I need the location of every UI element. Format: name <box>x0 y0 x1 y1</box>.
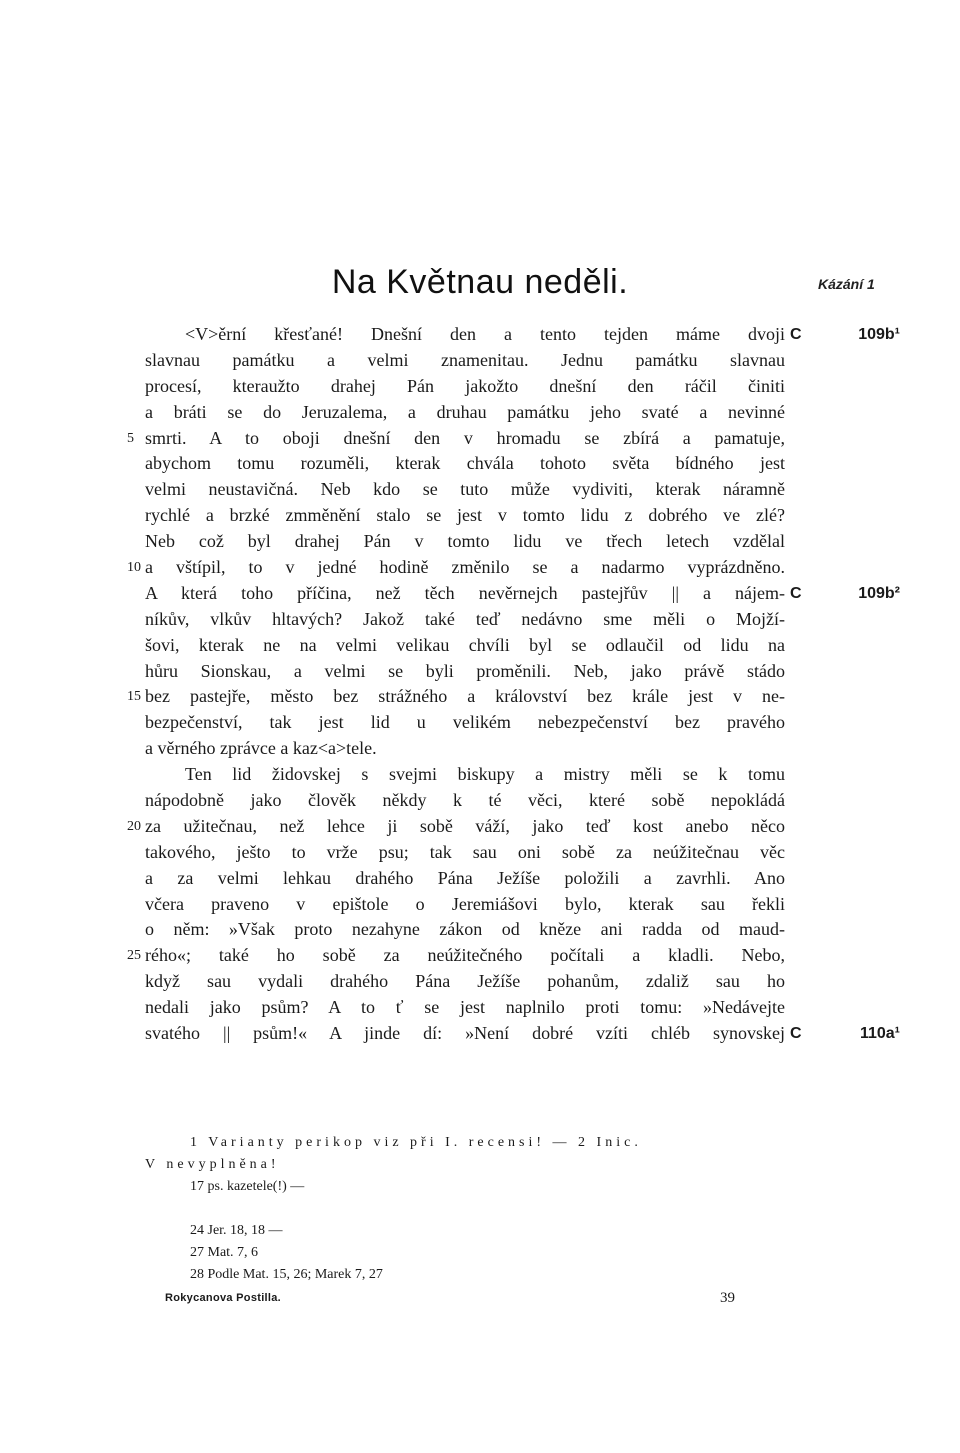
text-line <box>145 400 785 426</box>
text-line <box>145 840 785 866</box>
footnote: 27 Mat. 7, 6 <box>190 1245 259 1260</box>
text-line <box>145 374 785 400</box>
line-text: bez pastejře, město bez strážného a království bez krále jest v ne- <box>145 686 785 707</box>
manuscript-reference: C 109b² <box>790 584 900 602</box>
text-line <box>127 814 785 840</box>
text-line <box>127 555 785 581</box>
text-line <box>145 866 785 892</box>
line-number: 20 <box>127 818 141 834</box>
line-text: a za velmi lehkau drahého Pána Ježíše položili a zavrhli. Ano <box>145 867 785 888</box>
book-title: Rokycanova Postilla. <box>165 1292 282 1304</box>
text-line <box>145 503 785 529</box>
text-line <box>127 943 785 969</box>
line-text: bezpečenství, tak jest lid u velikém nebezpečenství bez pravého <box>145 712 785 733</box>
text-line <box>145 710 785 736</box>
line-text: <V>ěrní křesťané! Dnešní den a tento tejden máme dvoji <box>185 324 785 344</box>
text-line <box>145 762 785 788</box>
line-text: A která toho příčina, než těch nevěrnejch pastejřův || a nájem- <box>145 582 785 603</box>
line-text: velmi neustavičná. Neb kdo se tuto může vydiviti, kterak náramně <box>145 479 785 500</box>
text-line <box>145 451 785 477</box>
manuscript-reference: C 109b¹ <box>790 326 900 343</box>
body-text <box>127 322 900 1047</box>
line-number: 5 <box>127 430 134 446</box>
page-title: Na Květnau neděli. <box>331 263 629 301</box>
line-text: rychlé a brzké zmměnění stalo se jest v tomto lidu z dobrého ve zlé? <box>145 505 785 526</box>
line-text: a vštípil, to v jedné hodině změnilo se a nadarmo vyprázdněno. <box>145 557 785 578</box>
text-line <box>145 633 785 659</box>
line-number: 15 <box>127 689 141 705</box>
page-number: 39 <box>720 1290 735 1306</box>
text-line <box>145 322 900 348</box>
text-line <box>145 969 785 995</box>
text-line <box>145 529 785 555</box>
line-text: slavnau památku a velmi znamenitau. Jednu památku slavnau <box>145 349 785 370</box>
text-line <box>145 581 900 607</box>
line-text: a věrného zprávce a kaz<a>tele. <box>145 738 377 759</box>
line-text: šovi, kterak ne na velmi velikau chvíli byl se odlaučil od lidu na <box>145 634 785 655</box>
section-label: Kázání 1 <box>818 276 875 292</box>
text-line <box>145 995 785 1021</box>
footnote: 17 ps. kazetele(!) — <box>190 1179 305 1194</box>
line-number: 10 <box>127 560 141 576</box>
line-text: hůru Sionskau, a velmi se byli proměnili. Neb, jako právě stádo <box>145 660 785 681</box>
line-text: takového, ješto to vrže psu; tak sau oni sobě za neúžitečnau věc <box>145 841 785 862</box>
text-line <box>145 1021 900 1047</box>
line-text: a bráti se do Jeruzalema, a druhau památku jeho svaté a nevinné <box>145 401 785 422</box>
line-text: nedali jako psům? A to ť se jest naplnilo proti tomu: »Nedávejte <box>145 997 785 1018</box>
text-line <box>145 917 785 943</box>
line-text: smrti. A to oboji dnešní den v hromadu se zbírá a pamatuje, <box>145 427 785 448</box>
manuscript-reference: C 110a¹ <box>790 1025 900 1043</box>
text-line <box>145 348 785 374</box>
line-text: za užitečnau, než lehce ji sobě váží, jako teď kost anebo něco <box>145 815 785 836</box>
text-line <box>145 892 785 918</box>
text-line <box>145 607 785 633</box>
line-text: včera praveno v epištole o Jeremiášovi bylo, kterak sau řekli <box>145 893 785 914</box>
footnotes <box>145 1132 785 1286</box>
text-line <box>145 477 785 503</box>
line-text: o něm: »Však proto nezahyne zákon od kněze ani radda od maud- <box>145 919 785 940</box>
line-number: 25 <box>127 948 141 964</box>
text-line <box>127 684 785 710</box>
line-text: níkův, vlkův hltavých? Jakož také teď nedávno sme měli o Mojží- <box>145 608 785 629</box>
line-text: svatého || psům!« A jinde dí: »Není dobré vzíti chléb synovskej <box>145 1023 785 1044</box>
line-text: Ten lid židovskej s svejmi biskupy a mistry měli se k tomu <box>185 764 785 785</box>
line-text: procesí, kteraužto drahej Pán jakožto dnešní den ráčil činiti <box>145 375 785 396</box>
line-text: rého«; také ho sobě za neúžitečného počítali a kladli. Nebo, <box>145 945 785 966</box>
text-line <box>127 426 785 452</box>
footnote: 28 Podle Mat. 15, 26; Marek 7, 27 <box>190 1267 383 1282</box>
line-text: Neb což byl drahej Pán v tomto lidu ve třech letech vzdělal <box>145 531 785 552</box>
text-line <box>145 659 785 685</box>
footnote: 1 Varianty perikop viz při I. recensi! — 2 Inic. <box>190 1135 642 1150</box>
footnote: 24 Jer. 18, 18 — <box>190 1223 283 1238</box>
footnote: V nevyplněna! <box>145 1157 280 1172</box>
text-line <box>145 788 785 814</box>
line-text: abychom tomu rozuměli, kterak chvála tohoto světa bídného jest <box>145 453 785 474</box>
line-text: nápodobně jako člověk někdy k té věci, které sobě nepokládá <box>145 790 785 811</box>
line-text: když sau vydali drahého Pána Ježíše pohanům, zdaliž sau ho <box>145 971 785 992</box>
text-line <box>145 736 785 762</box>
